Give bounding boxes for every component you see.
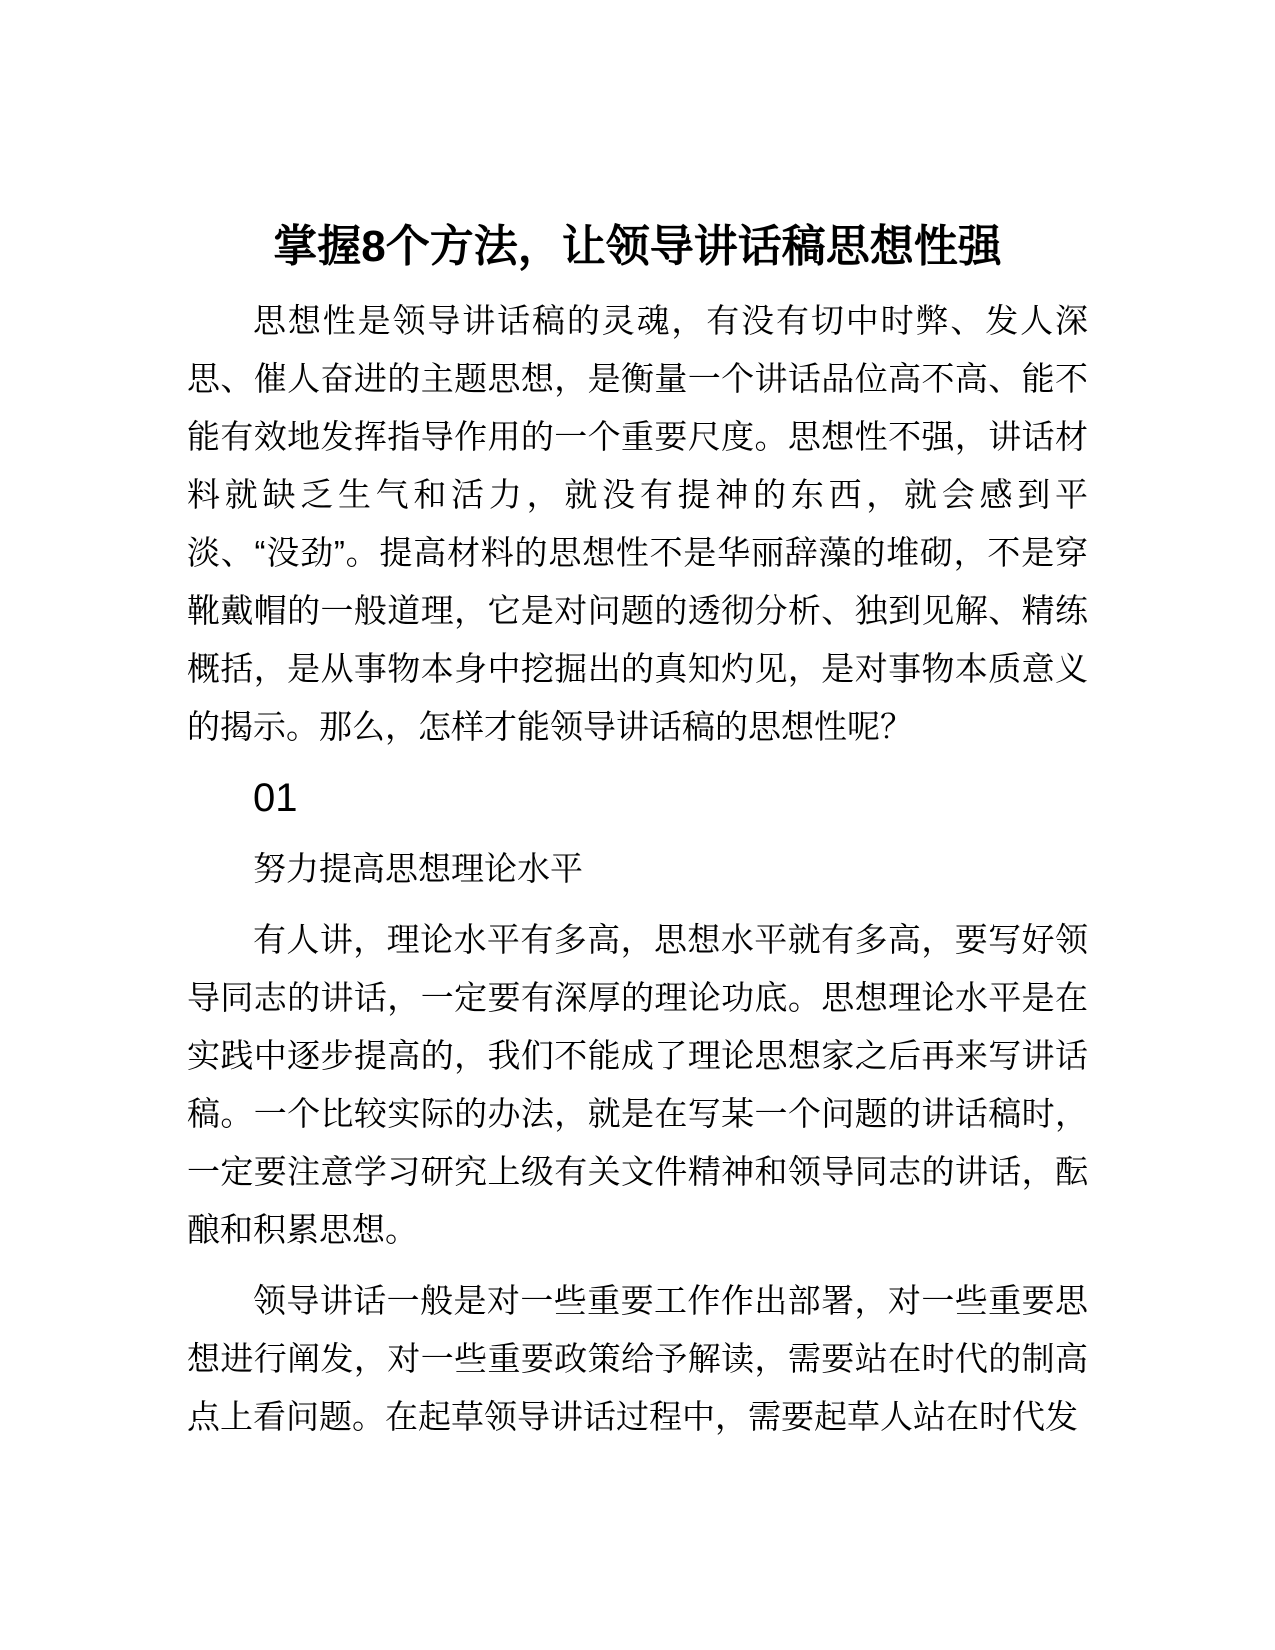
- paragraph-theory: 有人讲，理论水平有多高，思想水平就有多高，要写好领导同志的讲话，一定要有深厚的理论功底。思想理论水平是在实践中逐步提高的，我们不能成了理论思想家之后再来写讲话稿。一个比较实际的办法，就是在写某一个问题的讲话稿时，一定要注意学习研究上级有关文件精神和领导同志的讲话，酝酿和积累思想。: [187, 921, 1088, 1248]
- section-heading: 努力提高思想理论水平: [253, 850, 583, 887]
- paragraph-deployment: 领导讲话一般是对一些重要工作作出部署，对一些重要思想进行阐发，对一些重要政策给予解读，需要站在时代的制高点上看问题。在起草领导讲话过程中，需要起草人站在时代发: [187, 1282, 1088, 1435]
- paragraph-intro: 思想性是领导讲话稿的灵魂，有没有切中时弊、发人深思、催人奋进的主题思想，是衡量一个讲话品位高不高、能不能有效地发挥指导作用的一个重要尺度。思想性不强，讲话材料就缺乏生气和活力，就没有提神的东西，就会感到平淡、“没劲”。提高材料的思想性不是华丽辞藻的堆砌，不是穿靴戴帽的一般道理，它是对问题的透彻分析、独到见解、精练概括，是从事物本身中挖掘出的真知灼见，是对事物本质意义的揭示。那么，怎样才能领导讲话稿的思想性呢？: [187, 302, 1088, 745]
- page-title: 掌握8个方法，让领导讲话稿思想性强: [273, 222, 1002, 271]
- section-number: 01: [253, 776, 298, 820]
